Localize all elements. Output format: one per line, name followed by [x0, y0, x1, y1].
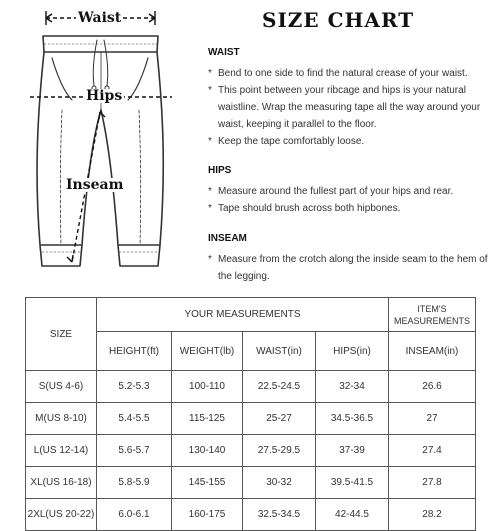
hips-bullet: [208, 200, 498, 217]
waist-bullet-text: Bend to one side to find the natural crease of your waist.: [218, 68, 468, 79]
bullet-star: *: [208, 68, 212, 79]
hips-cell: 37-39: [316, 435, 389, 467]
waist-cell: 32.5-34.5: [243, 499, 316, 531]
waist-label: Waist: [78, 10, 122, 26]
hips-instructions: [208, 162, 498, 217]
inseam-instructions: [208, 230, 498, 285]
hips-bullet-text: Measure around the fullest part of your hips and rear.: [218, 186, 454, 197]
inseam-cell: 27.4: [389, 435, 476, 467]
waist-cell: 30-32: [243, 467, 316, 499]
inseam-bullet-text: Measure from the crotch along the inside seam to the hem of the legging.: [218, 254, 488, 282]
waist-bullet-text: Keep the tape comfortably loose.: [218, 136, 365, 147]
size-cell: S(US 4-6): [26, 371, 97, 403]
column-header-inseam: INSEAM(in): [389, 332, 476, 371]
inseam-label: Inseam: [66, 177, 124, 193]
weight-cell: 130-140: [172, 435, 243, 467]
height-cell: 5.8-5.9: [97, 467, 172, 499]
size-cell: L(US 12-14): [26, 435, 97, 467]
weight-cell: 115-125: [172, 403, 243, 435]
waist-bullet: [208, 65, 498, 82]
height-cell: 5.2-5.3: [97, 371, 172, 403]
waist-bullet: [208, 133, 498, 150]
table-row: [26, 435, 476, 467]
bullet-star: *: [208, 85, 212, 96]
column-header-height: HEIGHT(ft): [97, 332, 172, 371]
waist-bullet-text: This point between your ribcage and hips is your natural waistline. Wrap the measuring tape all the way around your waist, keeping it parallel to the floor.: [218, 85, 481, 130]
table-row: [26, 467, 476, 499]
bullet-star: *: [208, 186, 212, 197]
hips-bullet-text: Tape should brush across both hipbones.: [218, 203, 401, 214]
hips-heading: HIPS: [208, 165, 232, 176]
inseam-bullet: [208, 251, 498, 285]
waist-bullet: [208, 82, 498, 133]
waist-cell: 22.5-24.5: [243, 371, 316, 403]
table-row: [26, 371, 476, 403]
hips-cell: 34.5-36.5: [316, 403, 389, 435]
hips-cell: 39.5-41.5: [316, 467, 389, 499]
hips-bullet: [208, 183, 498, 200]
waist-heading: WAIST: [208, 47, 240, 58]
height-cell: 6.0-6.1: [97, 499, 172, 531]
hips-cell: 32-34: [316, 371, 389, 403]
pants-illustration: [0, 0, 190, 285]
inseam-cell: 27.8: [389, 467, 476, 499]
table-header-row: [26, 298, 476, 332]
pants-drawing: [0, 0, 190, 285]
weight-cell: 100-110: [172, 371, 243, 403]
size-cell: XL(US 16-18): [26, 467, 97, 499]
bullet-star: *: [208, 136, 212, 147]
waist-cell: 27.5-29.5: [243, 435, 316, 467]
height-cell: 5.4-5.5: [97, 403, 172, 435]
size-table: [25, 297, 476, 531]
column-header-weight: WEIGHT(lb): [172, 332, 243, 371]
size-header: SIZE: [26, 298, 97, 371]
inseam-heading: INSEAM: [208, 233, 247, 244]
item-measurements-header: ITEM'S MEASUREMENTS: [389, 298, 476, 332]
waist-instructions: [208, 44, 498, 150]
bullet-star: *: [208, 203, 212, 214]
measurements-group-header: YOUR MEASUREMENTS: [97, 298, 389, 332]
inseam-cell: 28.2: [389, 499, 476, 531]
table-row: [26, 499, 476, 531]
hips-label: Hips: [86, 88, 123, 104]
weight-cell: 145-155: [172, 467, 243, 499]
size-cell: M(US 8-10): [26, 403, 97, 435]
waist-cell: 25-27: [243, 403, 316, 435]
size-cell: 2XL(US 20-22): [26, 499, 97, 531]
bullet-star: *: [208, 254, 212, 265]
weight-cell: 160-175: [172, 499, 243, 531]
page-title: SIZE CHART: [262, 8, 415, 32]
column-header-hips: HIPS(in): [316, 332, 389, 371]
hips-cell: 42-44.5: [316, 499, 389, 531]
height-cell: 5.6-5.7: [97, 435, 172, 467]
column-header-waist: WAIST(in): [243, 332, 316, 371]
inseam-cell: 27: [389, 403, 476, 435]
table-row: [26, 403, 476, 435]
inseam-cell: 26.6: [389, 371, 476, 403]
